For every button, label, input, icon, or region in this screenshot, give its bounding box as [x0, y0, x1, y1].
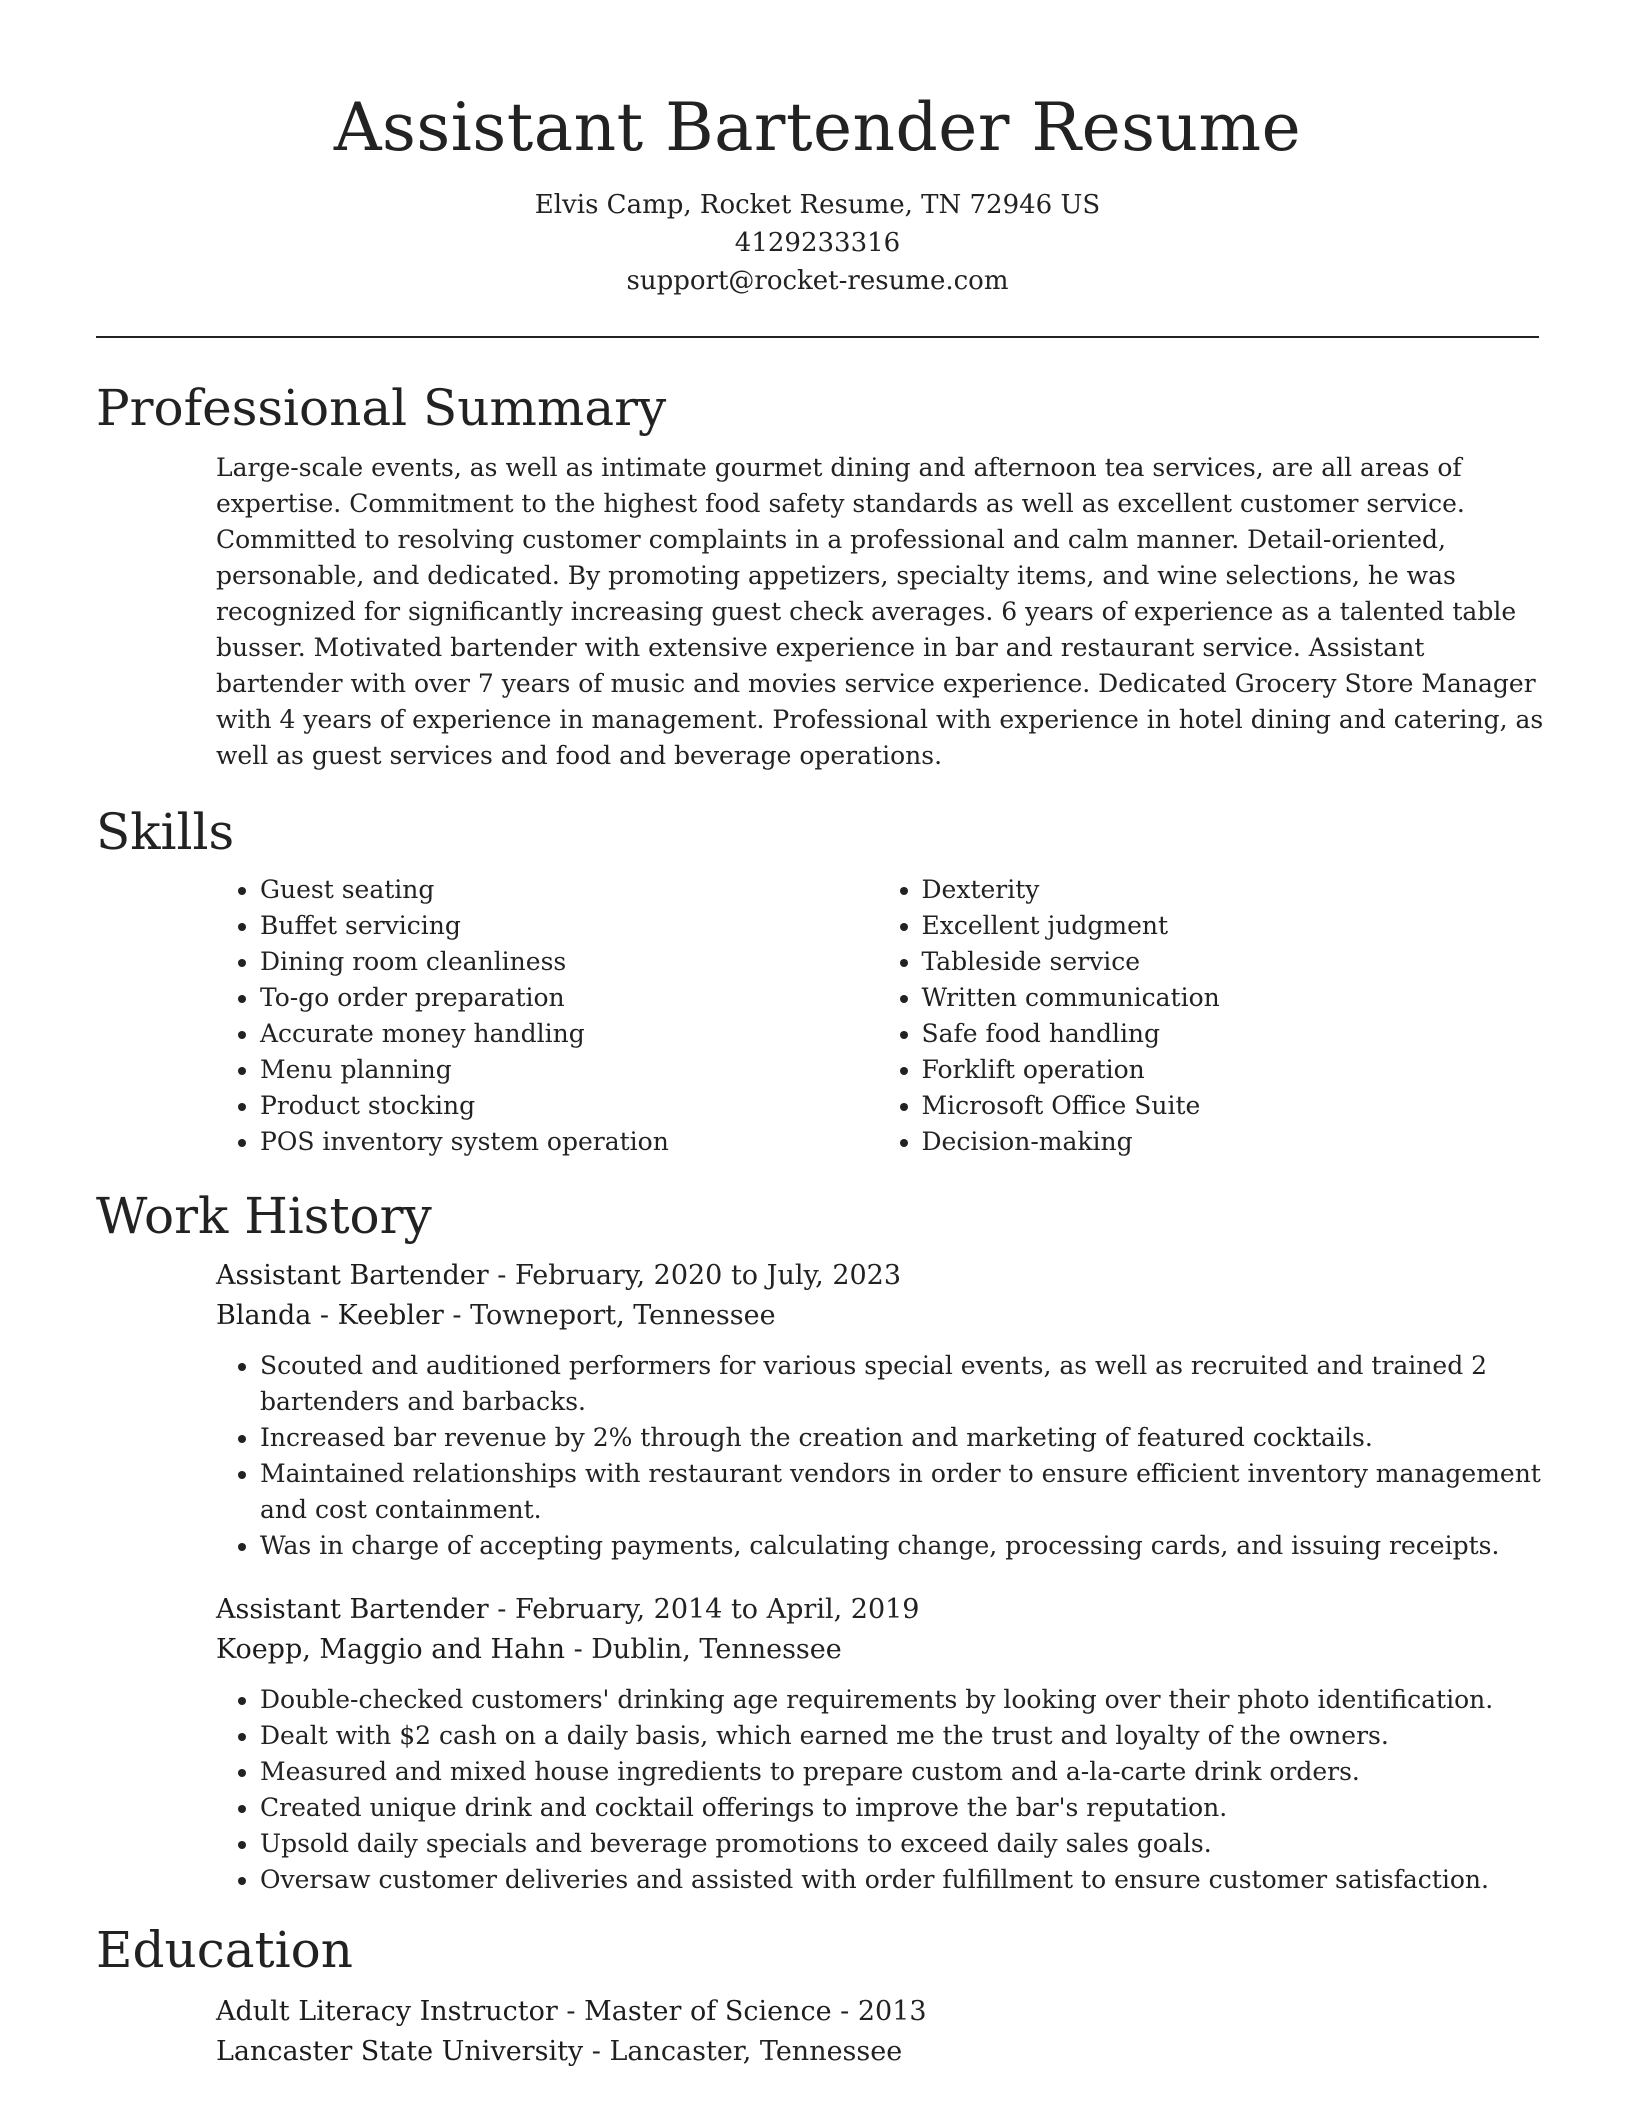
skills-section: [96, 802, 1539, 1160]
skill-item: • Menu planning: [260, 1052, 878, 1088]
skills-list-right: [878, 872, 1540, 1160]
skill-item: • Forklift operation: [922, 1052, 1540, 1088]
skill-item: • Excellent judgment: [922, 908, 1540, 944]
work-history-heading: Work History: [96, 1187, 432, 1245]
job-bullet: • Dealt with $2 cash on a daily basis, which earned me the trust and loyalty of the owners.: [260, 1718, 1550, 1754]
job-entry: [216, 1256, 1539, 1564]
contact-address: Elvis Camp, Rocket Resume, TN 72946 US: [534, 190, 1101, 220]
separator: -: [564, 1634, 592, 1665]
education-location: Lancaster, Tennessee: [609, 2036, 903, 2067]
separator: -: [488, 1260, 515, 1291]
job-bullets: [216, 1348, 1550, 1564]
skill-item: • Buffet servicing: [260, 908, 878, 944]
job-bullet: • Maintained relationships with restaurant vendors in order to ensure efficient inventory management and cost containment.: [260, 1456, 1550, 1528]
separator: -: [443, 1300, 471, 1331]
job-bullet: • Double-checked customers' drinking age requirements by looking over their photo identification.: [260, 1682, 1550, 1718]
skill-item: • POS inventory system operation: [260, 1124, 878, 1160]
job-bullets: [216, 1682, 1550, 1898]
separator: -: [488, 1594, 515, 1625]
separator: -: [831, 1996, 858, 2027]
skill-item: • Safe food handling: [922, 1016, 1540, 1052]
skills-list-left: [216, 872, 878, 1160]
contact-email: support@rocket-resume.com: [626, 266, 1009, 296]
skill-item: • Dining room cleanliness: [260, 944, 878, 980]
skill-item: • Product stocking: [260, 1088, 878, 1124]
skill-item: • Accurate money handling: [260, 1016, 878, 1052]
job-bullet: • Upsold daily specials and beverage promotions to exceed daily sales goals.: [260, 1826, 1550, 1862]
job-dates: February, 2014 to April, 2019: [515, 1594, 920, 1625]
skill-item: • Dexterity: [922, 872, 1540, 908]
job-company: Blanda - Keebler: [216, 1300, 444, 1331]
education-section: [96, 1920, 1539, 2072]
contact-phone: 4129233316: [734, 228, 901, 258]
skills-heading: Skills: [96, 803, 235, 861]
job-title: Assistant Bartender: [216, 1594, 489, 1625]
job-bullet: • Created unique drink and cocktail offerings to improve the bar's reputation.: [260, 1790, 1550, 1826]
resume-header: [96, 0, 1539, 300]
job-bullet: • Increased bar revenue by 2% through the creation and marketing of featured cocktails.: [260, 1420, 1550, 1456]
job-bullet: • Was in charge of accepting payments, calculating change, processing cards, and issuing receipts.: [260, 1528, 1550, 1564]
education-degree: Master of Science: [584, 1996, 832, 2027]
resume-page: [96, 0, 1544, 2072]
job-entry: [216, 1590, 1539, 1898]
summary-section: [96, 378, 1544, 774]
work-history-section: [96, 1186, 1539, 1898]
skill-item: • Written communication: [922, 980, 1540, 1016]
job-company: Koepp, Maggio and Hahn: [216, 1634, 565, 1665]
job-bullet: • Oversaw customer deliveries and assisted with order fulfillment to ensure customer satisfaction.: [260, 1862, 1550, 1898]
summary-text: Large-scale events, as well as intimate gourmet dining and afternoon tea services, are all areas of expertise. Commitment to the highest food safety standards as well as excellent customer service. Committed to resolving customer complaints in a professional and calm manner. Detail-oriented, personable, and dedicated. By promoting appetizers, specialty items, and wine selections, he was recognized for significantly increasing guest check averages. 6 years of experience as a talented table busser. Motivated bartender with extensive experience in bar and restaurant service. Assistant bartender with over 7 years of music and movies service experience. Dedicated Grocery Store Manager with 4 years of experience in management. Professional with experience in hotel dining and catering, as well as guest services and food and beverage operations.: [216, 453, 1544, 770]
education-heading: Education: [96, 1921, 353, 1979]
education-year: 2013: [857, 1996, 927, 2027]
skill-item: • Decision-making: [922, 1124, 1540, 1160]
job-title-line: [216, 1590, 1539, 1630]
separator: -: [583, 2036, 610, 2067]
job-dates: February, 2020 to July, 2023: [515, 1260, 902, 1291]
job-location: Towneport, Tennessee: [470, 1300, 776, 1331]
job-bullet: • Scouted and auditioned performers for various special events, as well as recruited and trained 2 bartenders and barbacks.: [260, 1348, 1550, 1420]
header-divider: [96, 336, 1539, 338]
education-school-line: [216, 2032, 1539, 2072]
skill-item: • Tableside service: [922, 944, 1540, 980]
separator: -: [557, 1996, 585, 2027]
education-school: Lancaster State University: [216, 2036, 584, 2067]
contact-block: [96, 186, 1539, 300]
education-entry: [216, 1992, 1539, 2072]
job-bullet: • Measured and mixed house ingredients to prepare custom and a-la-carte drink orders.: [260, 1754, 1550, 1790]
skill-item: • Guest seating: [260, 872, 878, 908]
job-company-line: [216, 1630, 1539, 1670]
resume-title: Assistant Bartender Resume: [333, 89, 1302, 166]
skill-item: • Microsoft Office Suite: [922, 1088, 1540, 1124]
skill-item: • To-go order preparation: [260, 980, 878, 1016]
education-field: Adult Literacy Instructor: [216, 1996, 558, 2027]
job-company-line: [216, 1296, 1539, 1336]
education-degree-line: [216, 1992, 1539, 2032]
summary-heading: Professional Summary: [96, 379, 667, 437]
job-location: Dublin, Tennessee: [591, 1634, 842, 1665]
job-title: Assistant Bartender: [216, 1260, 489, 1291]
job-title-line: [216, 1256, 1539, 1296]
